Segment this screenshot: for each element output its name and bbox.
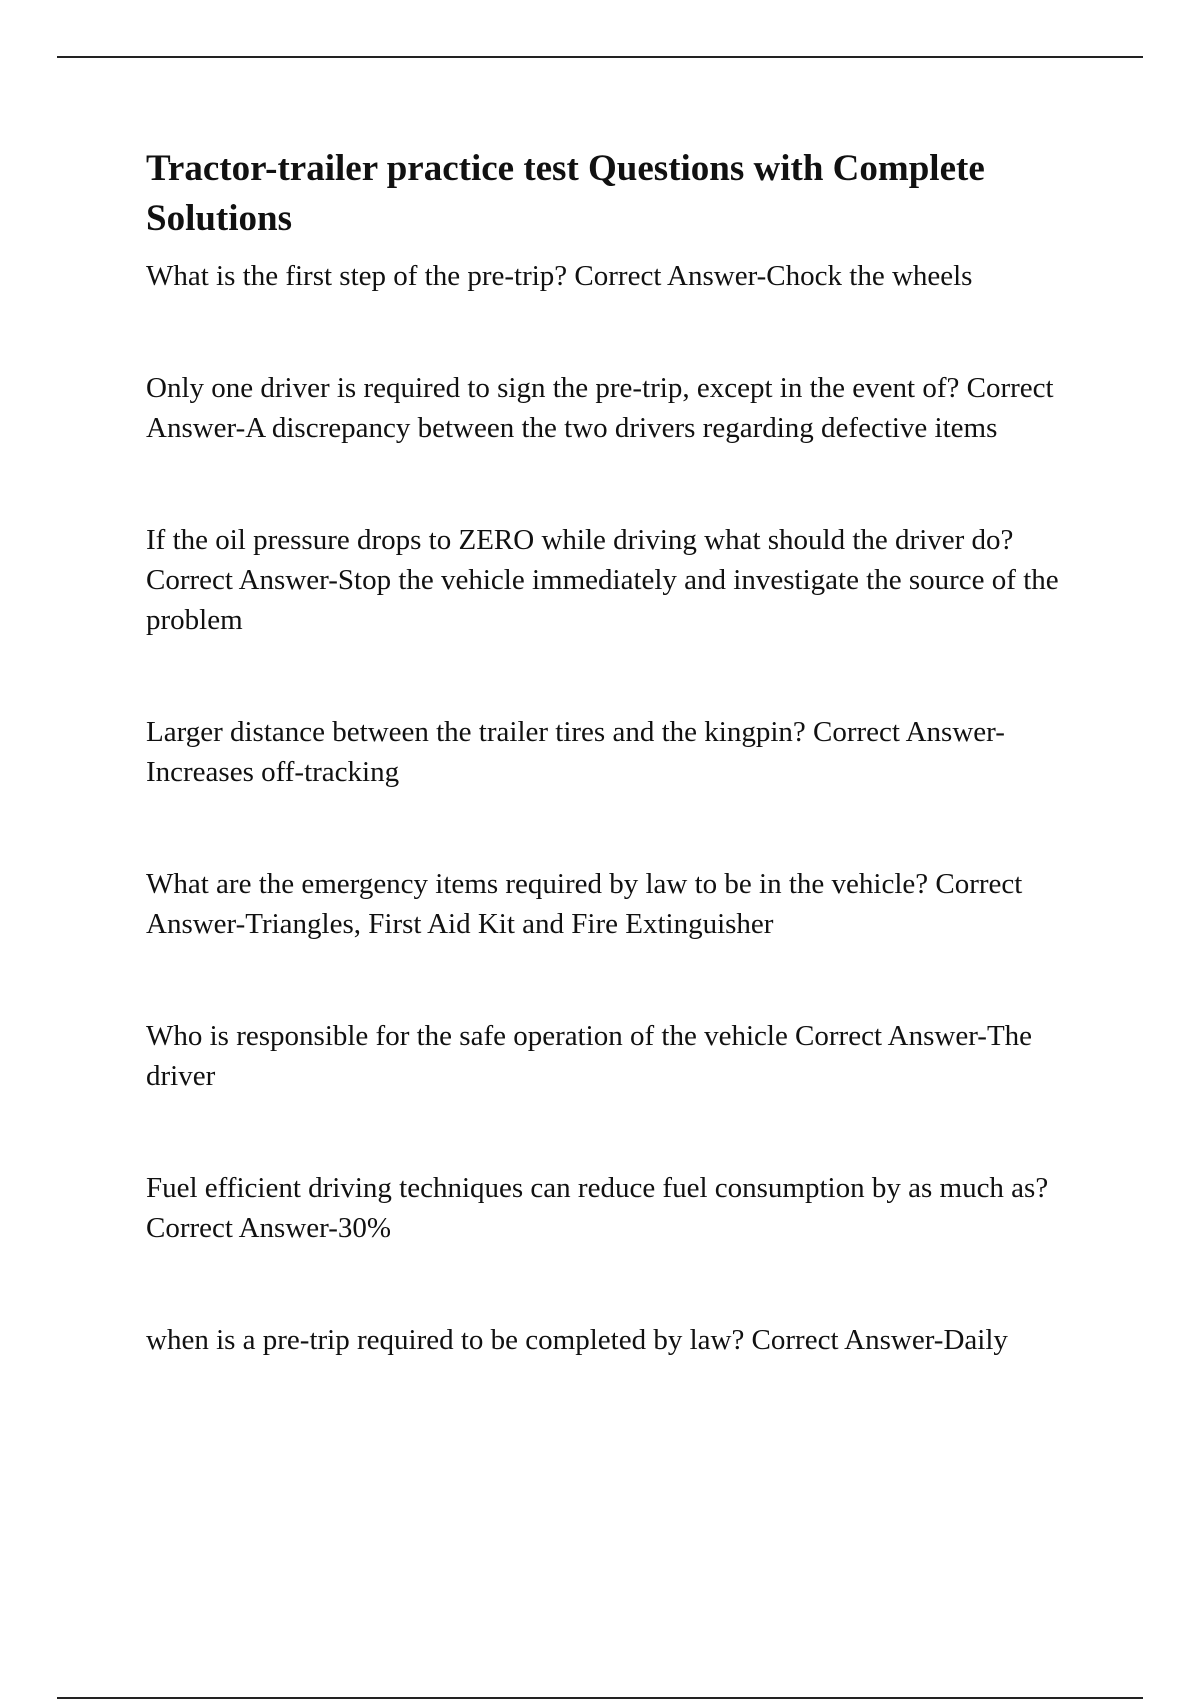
qa-item: If the oil pressure drops to ZERO while driving what should the driver do? Correct Answer-Stop the vehicle immediately and investigate the source of the problem <box>146 524 1059 636</box>
qa-item: What are the emergency items required by law to be in the vehicle? Correct Answer-Triangles, First Aid Kit and Fire Extinguisher <box>146 868 1023 940</box>
footer-rule <box>57 1697 1143 1699</box>
qa-item: Who is responsible for the safe operation of the vehicle Correct Answer-The driver <box>146 1020 1033 1092</box>
qa-item: Only one driver is required to sign the pre-trip, except in the event of? Correct Answer-A discrepancy between the two drivers regarding defective items <box>146 372 1054 444</box>
qa-item: Fuel efficient driving techniques can reduce fuel consumption by as much as? Correct Answer-30% <box>146 1172 1049 1244</box>
qa-item: What is the first step of the pre-trip? Correct Answer-Chock the wheels <box>146 260 973 292</box>
qa-item: Larger distance between the trailer tires and the kingpin? Correct Answer-Increases off-tracking <box>146 716 1005 788</box>
header-rule <box>57 56 1143 58</box>
qa-item: when is a pre-trip required to be completed by law? Correct Answer-Daily <box>146 1324 1008 1356</box>
document-body <box>146 144 1096 1432</box>
qa-list <box>146 256 1096 1360</box>
document-title: Tractor-trailer practice test Questions with Complete Solutions <box>146 148 985 239</box>
